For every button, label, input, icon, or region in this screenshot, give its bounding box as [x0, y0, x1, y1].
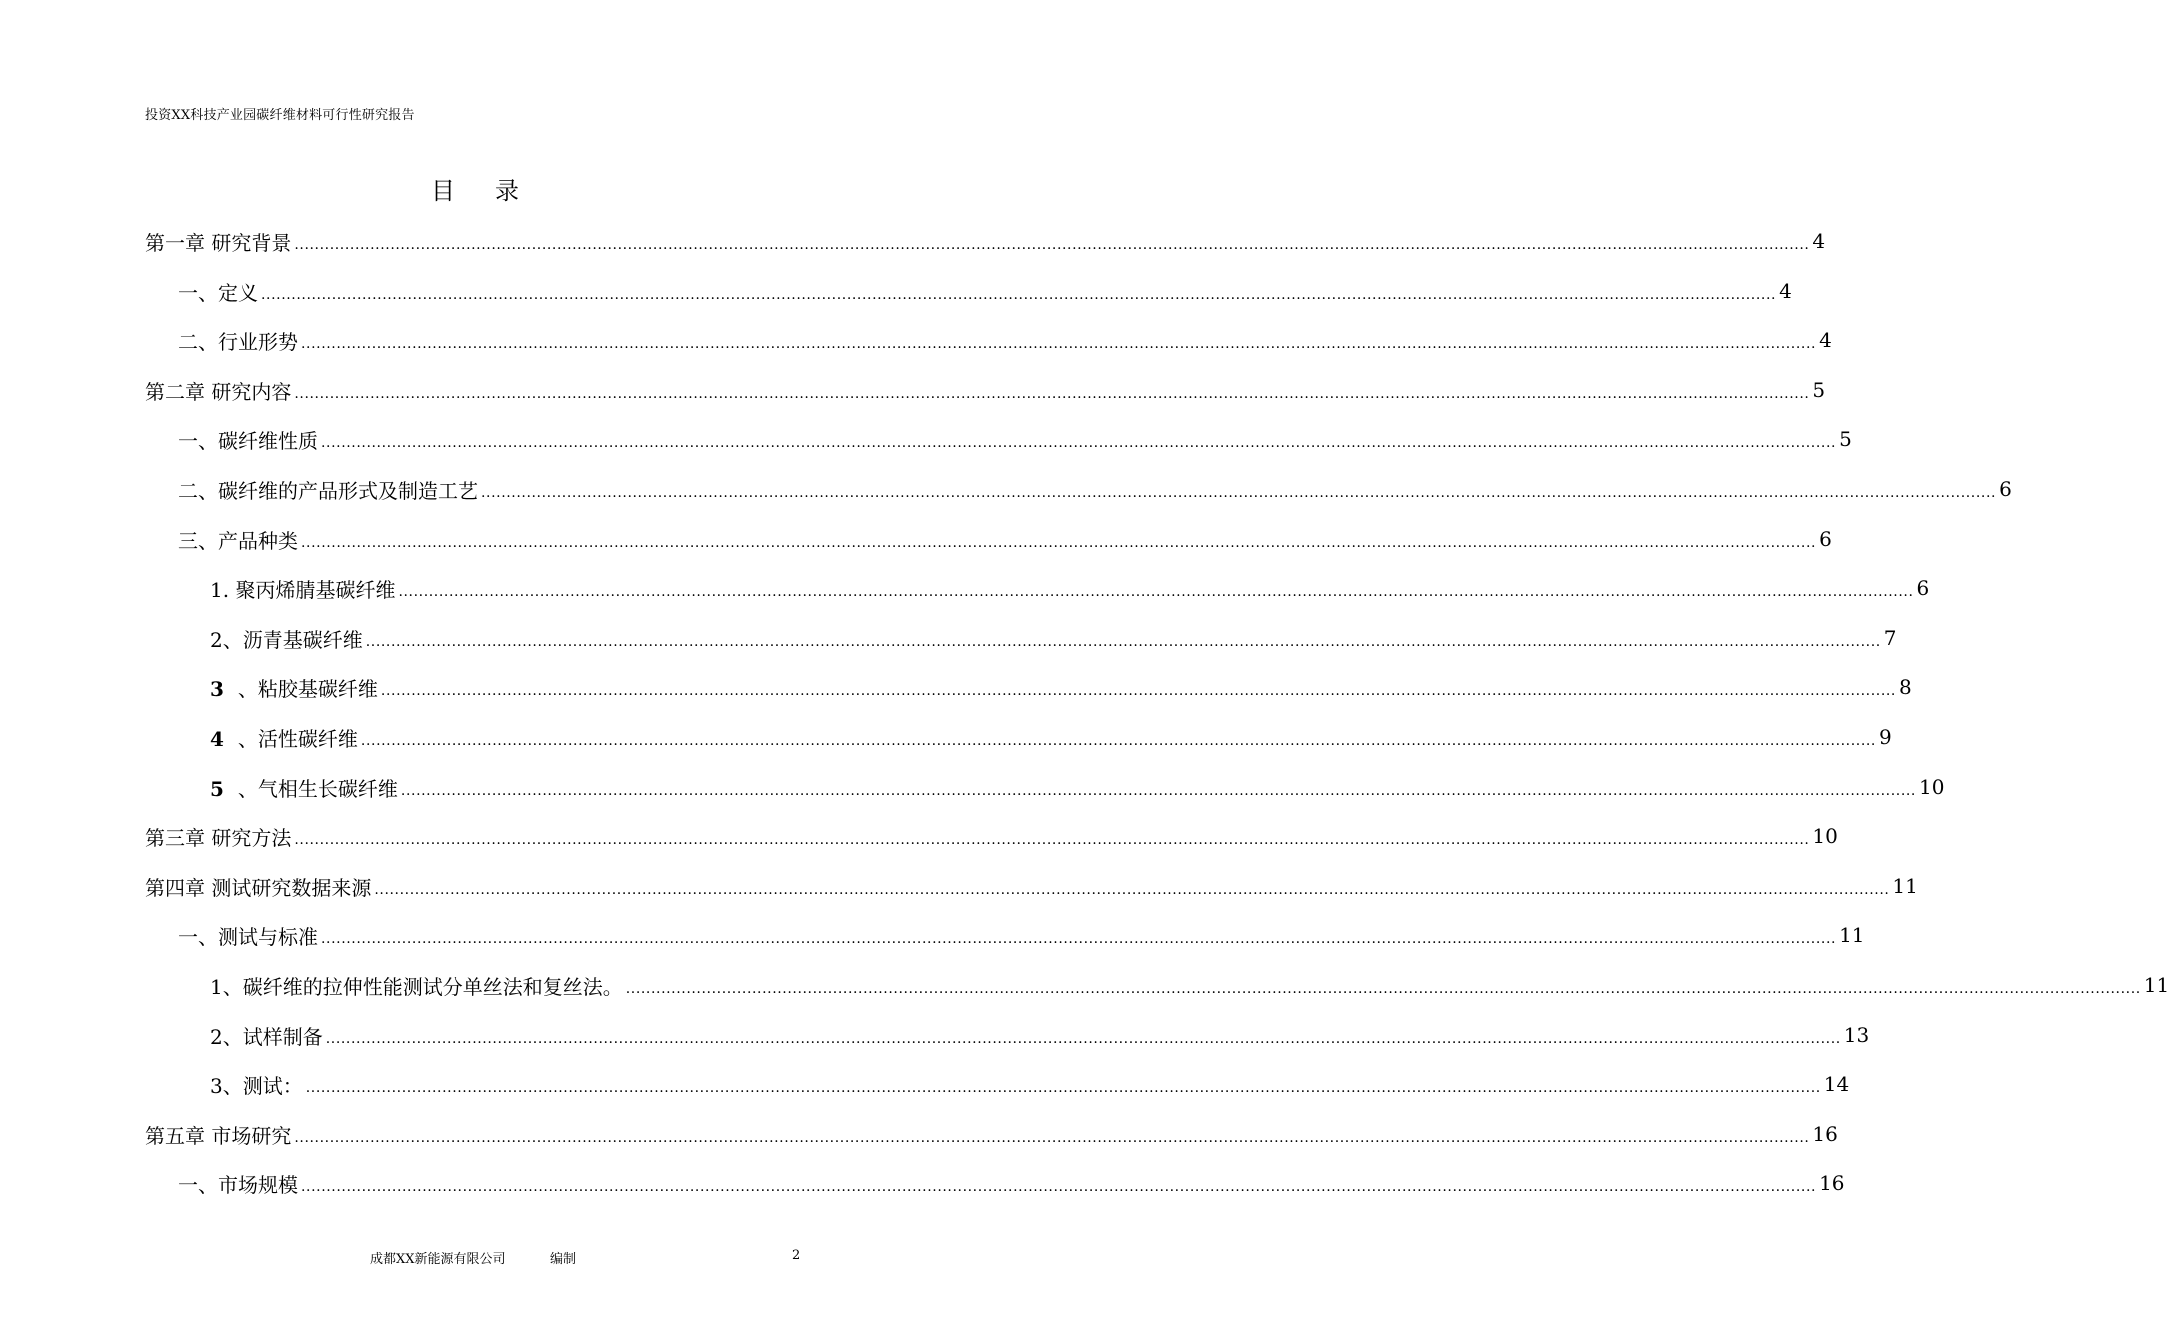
toc-leader-dots: ............................................................................................................................................................................................................................................................................................................	[305, 1080, 1821, 1096]
toc-entry-label: 第三章 研究方法	[145, 825, 292, 850]
toc-entry[interactable]	[210, 1010, 1870, 1060]
toc-entry-label: 一、市场规模	[178, 1172, 298, 1197]
toc-leader-dots: ............................................................................................................................................................................................................................................................................................................	[481, 485, 1997, 501]
toc-entry-text: 、粘胶基碳纤维	[237, 676, 378, 701]
toc-entry[interactable]	[145, 861, 1918, 911]
toc-leader-dots: ............................................................................................................................................................................................................................................................................................................	[380, 683, 1896, 699]
toc-leader-dots: ............................................................................................................................................................................................................................................................................................................	[365, 634, 1881, 650]
toc-entry[interactable]	[145, 216, 1826, 266]
toc-leader-dots: ............................................................................................................................................................................................................................................................................................................	[625, 981, 2141, 997]
toc-entry-label: 第四章 测试研究数据来源	[145, 875, 372, 900]
toc-leader-dots: ............................................................................................................................................................................................................................................................................................................	[301, 1179, 1817, 1195]
toc-entry-text: 、活性碳纤维	[237, 726, 358, 751]
toc-entry[interactable]	[178, 464, 2012, 514]
toc-entry-page: 8	[1898, 675, 1912, 699]
toc-entry[interactable]	[145, 1109, 1838, 1159]
toc-entry-page: 11	[1839, 923, 1865, 947]
toc-leader-dots: ............................................................................................................................................................................................................................................................................................................	[294, 237, 1810, 253]
toc-leader-dots: ............................................................................................................................................................................................................................................................................................................	[294, 386, 1810, 402]
toc-entry[interactable]	[210, 960, 2169, 1010]
toc-entry-label: 一、测试与标准	[178, 924, 318, 949]
toc-leader-dots: ............................................................................................................................................................................................................................................................................................................	[398, 584, 1914, 600]
toc-entry-page: 11	[2143, 973, 2169, 997]
footer-edit-label: 编制	[550, 1252, 577, 1267]
toc-entry-label: 2、沥青基碳纤维	[210, 627, 363, 652]
toc-entry-page: 11	[1892, 874, 1918, 898]
toc-leader-dots: ............................................................................................................................................................................................................................................................................................................	[325, 1031, 1841, 1047]
toc-entry-label: 三、产品种类	[178, 528, 298, 553]
toc-leader-dots: ............................................................................................................................................................................................................................................................................................................	[400, 783, 1916, 799]
toc-entry-page: 7	[1883, 626, 1897, 650]
toc-entry-page: 5	[1812, 378, 1826, 402]
toc-entry-page: 14	[1823, 1072, 1850, 1096]
toc-entry[interactable]	[178, 414, 1852, 464]
toc-entry[interactable]	[178, 1158, 1845, 1208]
toc-entry[interactable]	[210, 1059, 1850, 1109]
toc-entry-page: 16	[1812, 1122, 1838, 1146]
toc-leader-dots: ............................................................................................................................................................................................................................................................................................................	[301, 535, 1817, 551]
toc-entry-page: 10	[1918, 775, 1945, 799]
toc-entry[interactable]	[178, 315, 1832, 365]
toc-entry-label: 二、碳纤维的产品形式及制造工艺	[178, 478, 478, 503]
toc-entry-page: 6	[1819, 527, 1832, 551]
toc-entry-label	[210, 673, 378, 702]
toc-entry-number: 4	[210, 726, 224, 751]
toc-leader-dots: ............................................................................................................................................................................................................................................................................................................	[360, 733, 1876, 749]
toc-entry[interactable]	[178, 514, 1832, 564]
toc-entry-label: 第五章 市场研究	[145, 1123, 292, 1148]
toc-entry-number: 3	[210, 676, 224, 701]
toc-entry-page: 4	[1812, 229, 1826, 253]
toc-title-part1: 目	[431, 177, 455, 205]
toc-entry-label: 2、试样制备	[210, 1024, 323, 1049]
running-header: 投资XX科技产业园碳纤维材料可行性研究报告	[145, 108, 415, 123]
toc-entry-page: 16	[1819, 1171, 1845, 1195]
toc-entry-number: 5	[210, 776, 224, 801]
toc-entry[interactable]	[145, 365, 1826, 415]
toc-entry-label	[210, 773, 398, 802]
toc-entry[interactable]	[210, 762, 1945, 812]
toc-entry-page: 4	[1779, 279, 1792, 303]
toc-leader-dots: ............................................................................................................................................................................................................................................................................................................	[321, 435, 1837, 451]
toc-entry-page: 6	[1916, 576, 1930, 600]
toc-entry-page: 10	[1812, 824, 1838, 848]
toc-entry-label: 第二章 研究内容	[145, 379, 292, 404]
toc-entry-text: 、气相生长碳纤维	[237, 776, 398, 801]
toc-leader-dots: ............................................................................................................................................................................................................................................................................................................	[374, 882, 1890, 898]
toc-entry-label: 一、定义	[178, 280, 258, 305]
toc-entry[interactable]	[178, 266, 1792, 316]
toc-entry-page: 6	[1999, 477, 2012, 501]
toc-leader-dots: ............................................................................................................................................................................................................................................................................................................	[321, 931, 1837, 947]
toc-entry-label	[210, 723, 358, 752]
toc-entry[interactable]	[210, 613, 1897, 663]
toc-leader-dots: ............................................................................................................................................................................................................................................................................................................	[261, 287, 1777, 303]
toc-leader-dots: ............................................................................................................................................................................................................................................................................................................	[301, 336, 1817, 352]
toc-entry-label: 3、测试：	[210, 1073, 303, 1098]
toc-leader-dots: ............................................................................................................................................................................................................................................................................................................	[294, 832, 1810, 848]
toc-entry[interactable]	[210, 662, 1912, 712]
toc-entry-label: 一、碳纤维性质	[178, 428, 318, 453]
toc-entry[interactable]	[145, 811, 1838, 861]
toc-title-part2: 录	[495, 177, 519, 205]
toc-leader-dots: ............................................................................................................................................................................................................................................................................................................	[294, 1130, 1810, 1146]
footer-company: 成都XX新能源有限公司	[370, 1252, 506, 1267]
toc-entry-label: 第一章 研究背景	[145, 230, 292, 255]
toc-entry-page: 5	[1839, 427, 1852, 451]
toc-entry-label: 二、行业形势	[178, 329, 298, 354]
toc-entry-page: 4	[1819, 328, 1832, 352]
toc-entry[interactable]	[178, 910, 1865, 960]
toc-entry-label: 1. 聚丙烯腈基碳纤维	[210, 577, 396, 602]
toc-title	[0, 171, 950, 206]
toc-entry-page: 9	[1878, 725, 1892, 749]
toc-entry-page: 13	[1843, 1023, 1870, 1047]
footer-page-number: 2	[792, 1248, 801, 1263]
toc-entry[interactable]	[210, 712, 1892, 762]
toc-entry[interactable]	[210, 563, 1930, 613]
toc-entry-label: 1、碳纤维的拉伸性能测试分单丝法和复丝法。	[210, 974, 623, 999]
